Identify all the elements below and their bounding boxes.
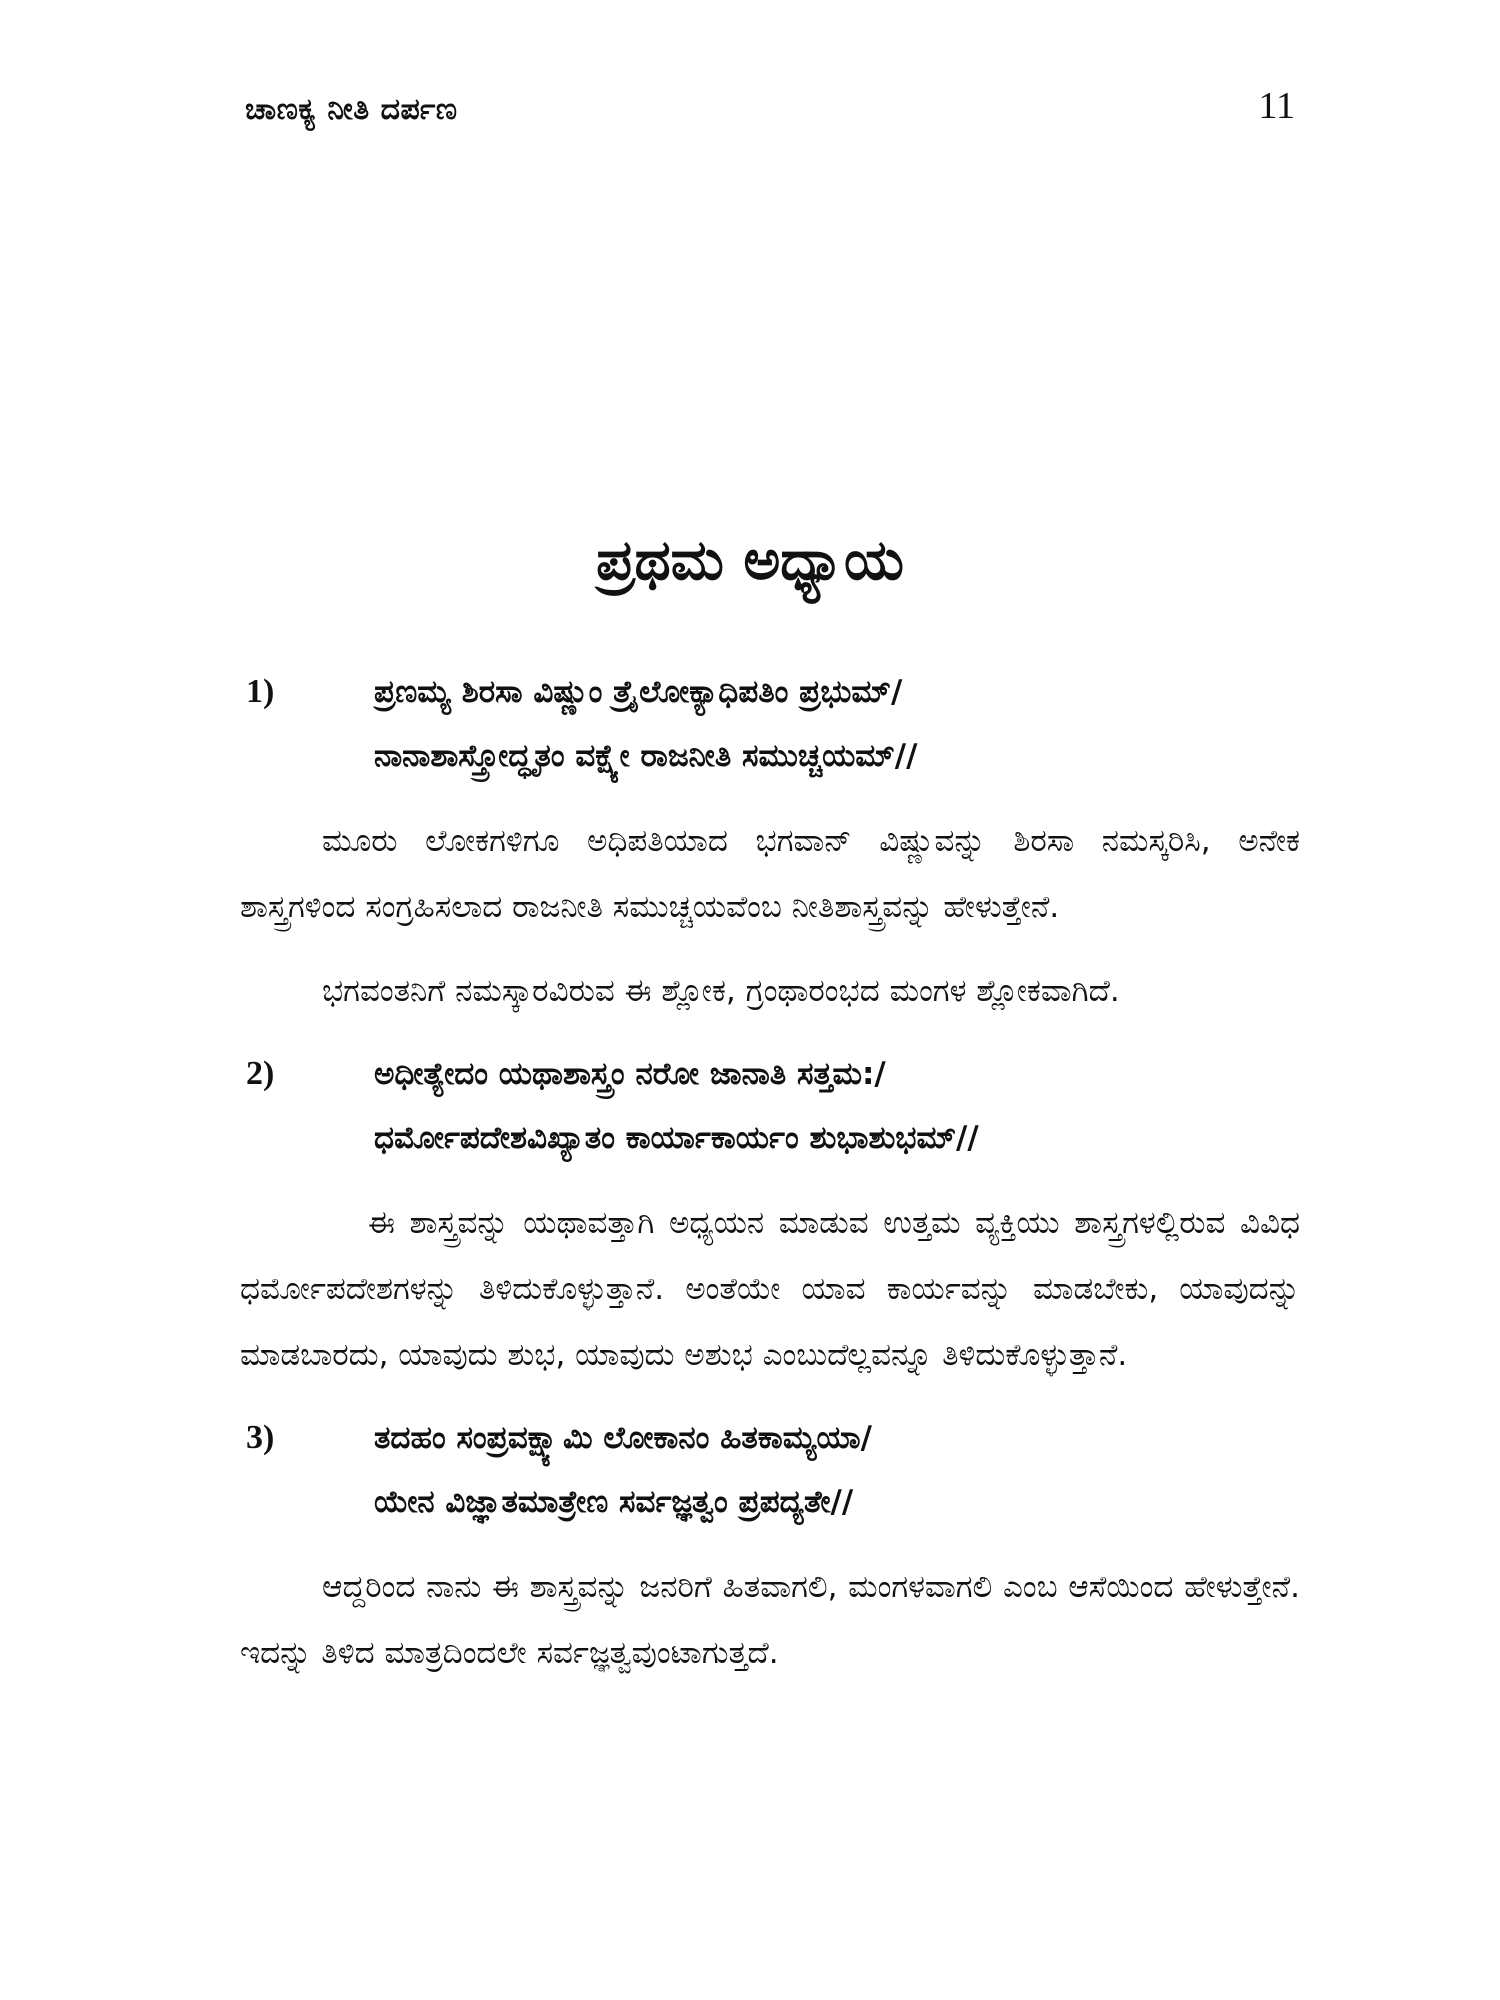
running-head-title: ಚಾಣಕ್ಯ ನೀತಿ ದರ್ಪಣ <box>245 92 458 127</box>
verse-line: ತದಹಂ ಸಂಪ್ರವಕ್ಷ್ಯಾಮಿ ಲೋಕಾನಂ ಹಿತಕಾಮ್ಯಯಾ/ <box>374 1420 872 1456</box>
verse-line: ಯೇನ ವಿಜ್ಞಾತಮಾತ್ರೇಣ ಸರ್ವಜ್ಞತ್ವಂ ಪ್ರಪದ್ಯತೇ// <box>374 1484 854 1520</box>
verse-line: ಅಧೀತ್ಯೇದಂ ಯಥಾಶಾಸ್ತ್ರಂ ನರೋ ಜಾನಾತಿ ಸತ್ತಮ:/ <box>374 1056 886 1092</box>
verse-3 <box>240 1406 1300 1534</box>
verse-text <box>374 660 1300 788</box>
chapter-title: ಪ್ರಥಮ ಅಧ್ಯಾಯ <box>596 528 904 593</box>
verse-text <box>374 1042 1300 1170</box>
verse-number: 2) <box>246 1055 275 1092</box>
verse-1 <box>240 660 1300 788</box>
verse-text <box>374 1406 1300 1534</box>
verse-line: ಧರ್ಮೋಪದೇಶವಿಖ್ಯಾತಂ ಕಾರ್ಯಾಕಾರ್ಯಂ ಶುಭಾಶುಭಮ್// <box>374 1120 979 1156</box>
verse-2 <box>240 1042 1300 1170</box>
verse-number: 1) <box>246 673 275 710</box>
page-body <box>240 660 1300 1704</box>
verse-number: 3) <box>246 1419 275 1456</box>
verse-line: ನಾನಾಶಾಸ್ತ್ರೋದ್ಧೃತಂ ವಕ್ಷ್ಯೇ ರಾಜನೀತಿ ಸಮುಚ್ಚಯಮ್// <box>374 738 918 774</box>
verse-1-translation: ಮೂರು ಲೋಕಗಳಿಗೂ ಅಧಿಪತಿಯಾದ ಭಗವಾನ್ ವಿಷ್ಣುವನ್ನು ಶಿರಸಾ ನಮಸ್ಕರಿಸಿ, ಅನೇಕ ಶಾಸ್ತ್ರಗಳಿಂದ ಸಂಗ್ರಹಿಸಲಾದ ರಾಜನೀತಿ ಸಮುಚ್ಚಯವೆಂಬ ನೀತಿಶಾಸ್ತ್ರವನ್ನು ಹೇಳುತ್ತೇನೆ. <box>240 823 1300 925</box>
verse-3-translation: ಆದ್ದರಿಂದ ನಾನು ಈ ಶಾಸ್ತ್ರವನ್ನು ಜನರಿಗೆ ಹಿತವಾಗಲಿ, ಮಂಗಳವಾಗಲಿ ಎಂಬ ಆಸೆಯಿಂದ ಹೇಳುತ್ತೇನೆ. ಇದನ್ನು ತಿಳಿದ ಮಾತ್ರದಿಂದಲೇ ಸರ್ವಜ್ಞತ್ವವುಂಟಾಗುತ್ತದೆ. <box>240 1569 1300 1671</box>
verse-2-translation: ಈ ಶಾಸ್ತ್ರವನ್ನು ಯಥಾವತ್ತಾಗಿ ಅಧ್ಯಯನ ಮಾಡುವ ಉತ್ತಮ ವ್ಯಕ್ತಿಯು ಶಾಸ್ತ್ರಗಳಲ್ಲಿರುವ ವಿವಿಧ ಧರ್ಮೋಪದೇಶಗಳನ್ನು ತಿಳಿದುಕೊಳ್ಳುತ್ತಾನೆ. ಅಂತೆಯೇ ಯಾವ ಕಾರ್ಯವನ್ನು ಮಾಡಬೇಕು, ಯಾವುದನ್ನು ಮಾಡಬಾರದು, ಯಾವುದು ಶುಭ, ಯಾವುದು ಅಶುಭ ಎಂಬುದೆಲ್ಲವನ್ನೂ ತಿಳಿದುಕೊಳ್ಳುತ್ತಾನೆ. <box>240 1205 1300 1373</box>
verse-line: ಪ್ರಣಮ್ಯ ಶಿರಸಾ ವಿಷ್ಣುಂ ತ್ರೈಲೋಕ್ಯಾಧಿಪತಿಂ ಪ್ರಭುಮ್/ <box>374 674 903 710</box>
verse-1-commentary: ಭಗವಂತನಿಗೆ ನಮಸ್ಕಾರವಿರುವ ಈ ಶ್ಲೋಕ, ಗ್ರಂಥಾರಂಭದ ಮಂಗಳ ಶ್ಲೋಕವಾಗಿದೆ. <box>322 973 1120 1009</box>
page-number: 11 <box>1258 85 1295 127</box>
